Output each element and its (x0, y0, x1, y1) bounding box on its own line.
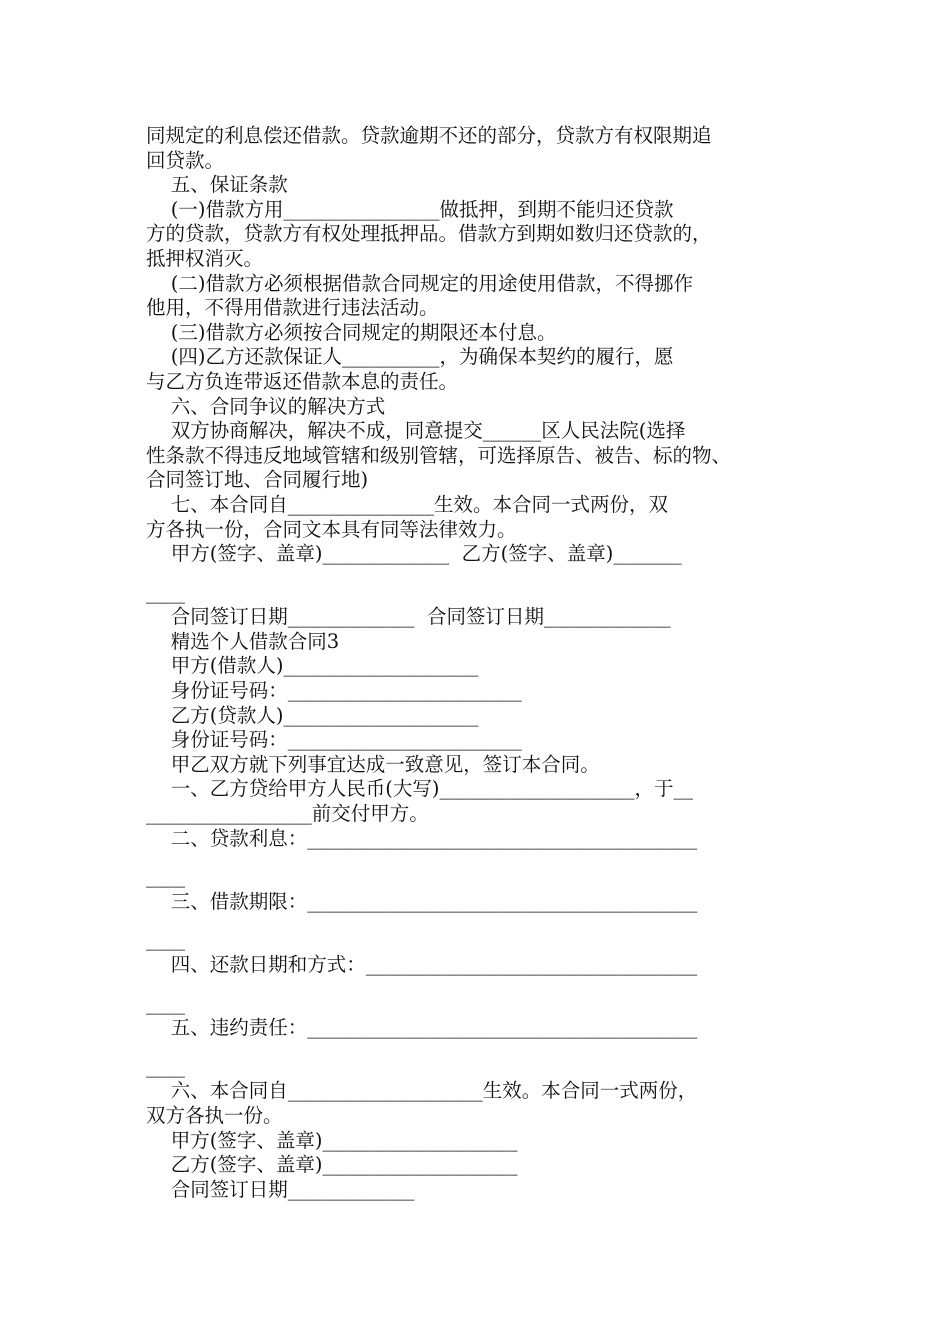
text-line: 他用，不得用借款进行违法活动。 (146, 296, 439, 320)
text-line: 同规定的利息偿还借款。贷款逾期不还的部分，贷款方有权限期追 (146, 124, 712, 147)
id-number-field: 身份证号码：________________________ (146, 679, 522, 703)
text-line: 双方协商解决，解决不成，同意提交______区人民法院(选择 (146, 419, 686, 443)
clause-line: _________________前交付甲方。 (146, 802, 429, 826)
text-line: 方各执一份，合同文本具有同等法律效力。 (146, 517, 517, 541)
contract-title: 精选个人借款合同3 (146, 629, 340, 653)
signature-line-continued: ____ (146, 580, 185, 604)
id-number-field: 身份证号码：________________________ (146, 728, 522, 752)
section-heading: 六、合同争议的解决方式 (146, 394, 386, 418)
clause-line: 六、本合同自____________________生效。本合同一式两份， (146, 1079, 698, 1103)
text-line: 抵押权消灭。 (146, 246, 264, 270)
text-line: (二)借款方必须根据借款合同规定的用途使用借款，不得挪作 (146, 271, 694, 295)
date-line: 合同签订日期_____________ (146, 1177, 415, 1201)
text-line: 七、本合同自_______________生效。本合同一式两份，双 (146, 492, 669, 516)
text-line: 甲乙双方就下列事宜达成一致意见，签订本合同。 (146, 752, 600, 776)
document-page (146, 124, 806, 1202)
text-line: 合同签订地、合同履行地) (146, 468, 369, 492)
party-a-field: 甲方(借款人)____________________ (146, 654, 479, 678)
text-line: 方的贷款，贷款方有权处理抵押品。借款方到期如数归还贷款的， (146, 222, 712, 246)
text-line: 双方各执一份。 (146, 1103, 283, 1127)
signature-line: 乙方(签字、盖章)____________________ (146, 1153, 518, 1177)
signature-line: 甲方(签字、盖章)_____________ 乙方(签字、盖章)_______ (146, 542, 682, 566)
text-line: 回贷款。 (146, 148, 225, 172)
clause-line-continued: ____ (146, 991, 185, 1015)
text-line: (一)借款方用________________做抵押，到期不能归还贷款 (146, 197, 674, 221)
text-line: 与乙方负连带返还借款本息的责任。 (146, 369, 459, 393)
party-b-field: 乙方(贷款人)____________________ (146, 703, 479, 727)
clause-line-continued: ____ (146, 1054, 185, 1078)
clause-line: 一、乙方贷给甲方人民币(大写)____________________，于__ (146, 777, 694, 801)
text-line: (四)乙方还款保证人__________，为确保本契约的履行，愿 (146, 345, 674, 369)
signature-line: 甲方(签字、盖章)____________________ (146, 1128, 518, 1152)
clause-line: 二、贷款利息：________________________________________ (146, 826, 698, 850)
clause-line-continued: ____ (146, 865, 185, 889)
date-line: 合同签订日期_____________ 合同签订日期_____________ (146, 605, 671, 629)
clause-line: 四、还款日期和方式：__________________________________ (146, 953, 698, 976)
clause-line: 五、违约责任：________________________________________ (146, 1016, 698, 1040)
text-line: 性条款不得违反地域管辖和级别管辖，可选择原告、被告、标的物、 (146, 443, 732, 467)
section-heading: 五、保证条款 (146, 173, 288, 197)
clause-line: 三、借款期限：________________________________________ (146, 889, 698, 913)
text-line: (三)借款方必须按合同规定的期限还本付息。 (146, 320, 557, 344)
clause-line-continued: ____ (146, 928, 185, 952)
